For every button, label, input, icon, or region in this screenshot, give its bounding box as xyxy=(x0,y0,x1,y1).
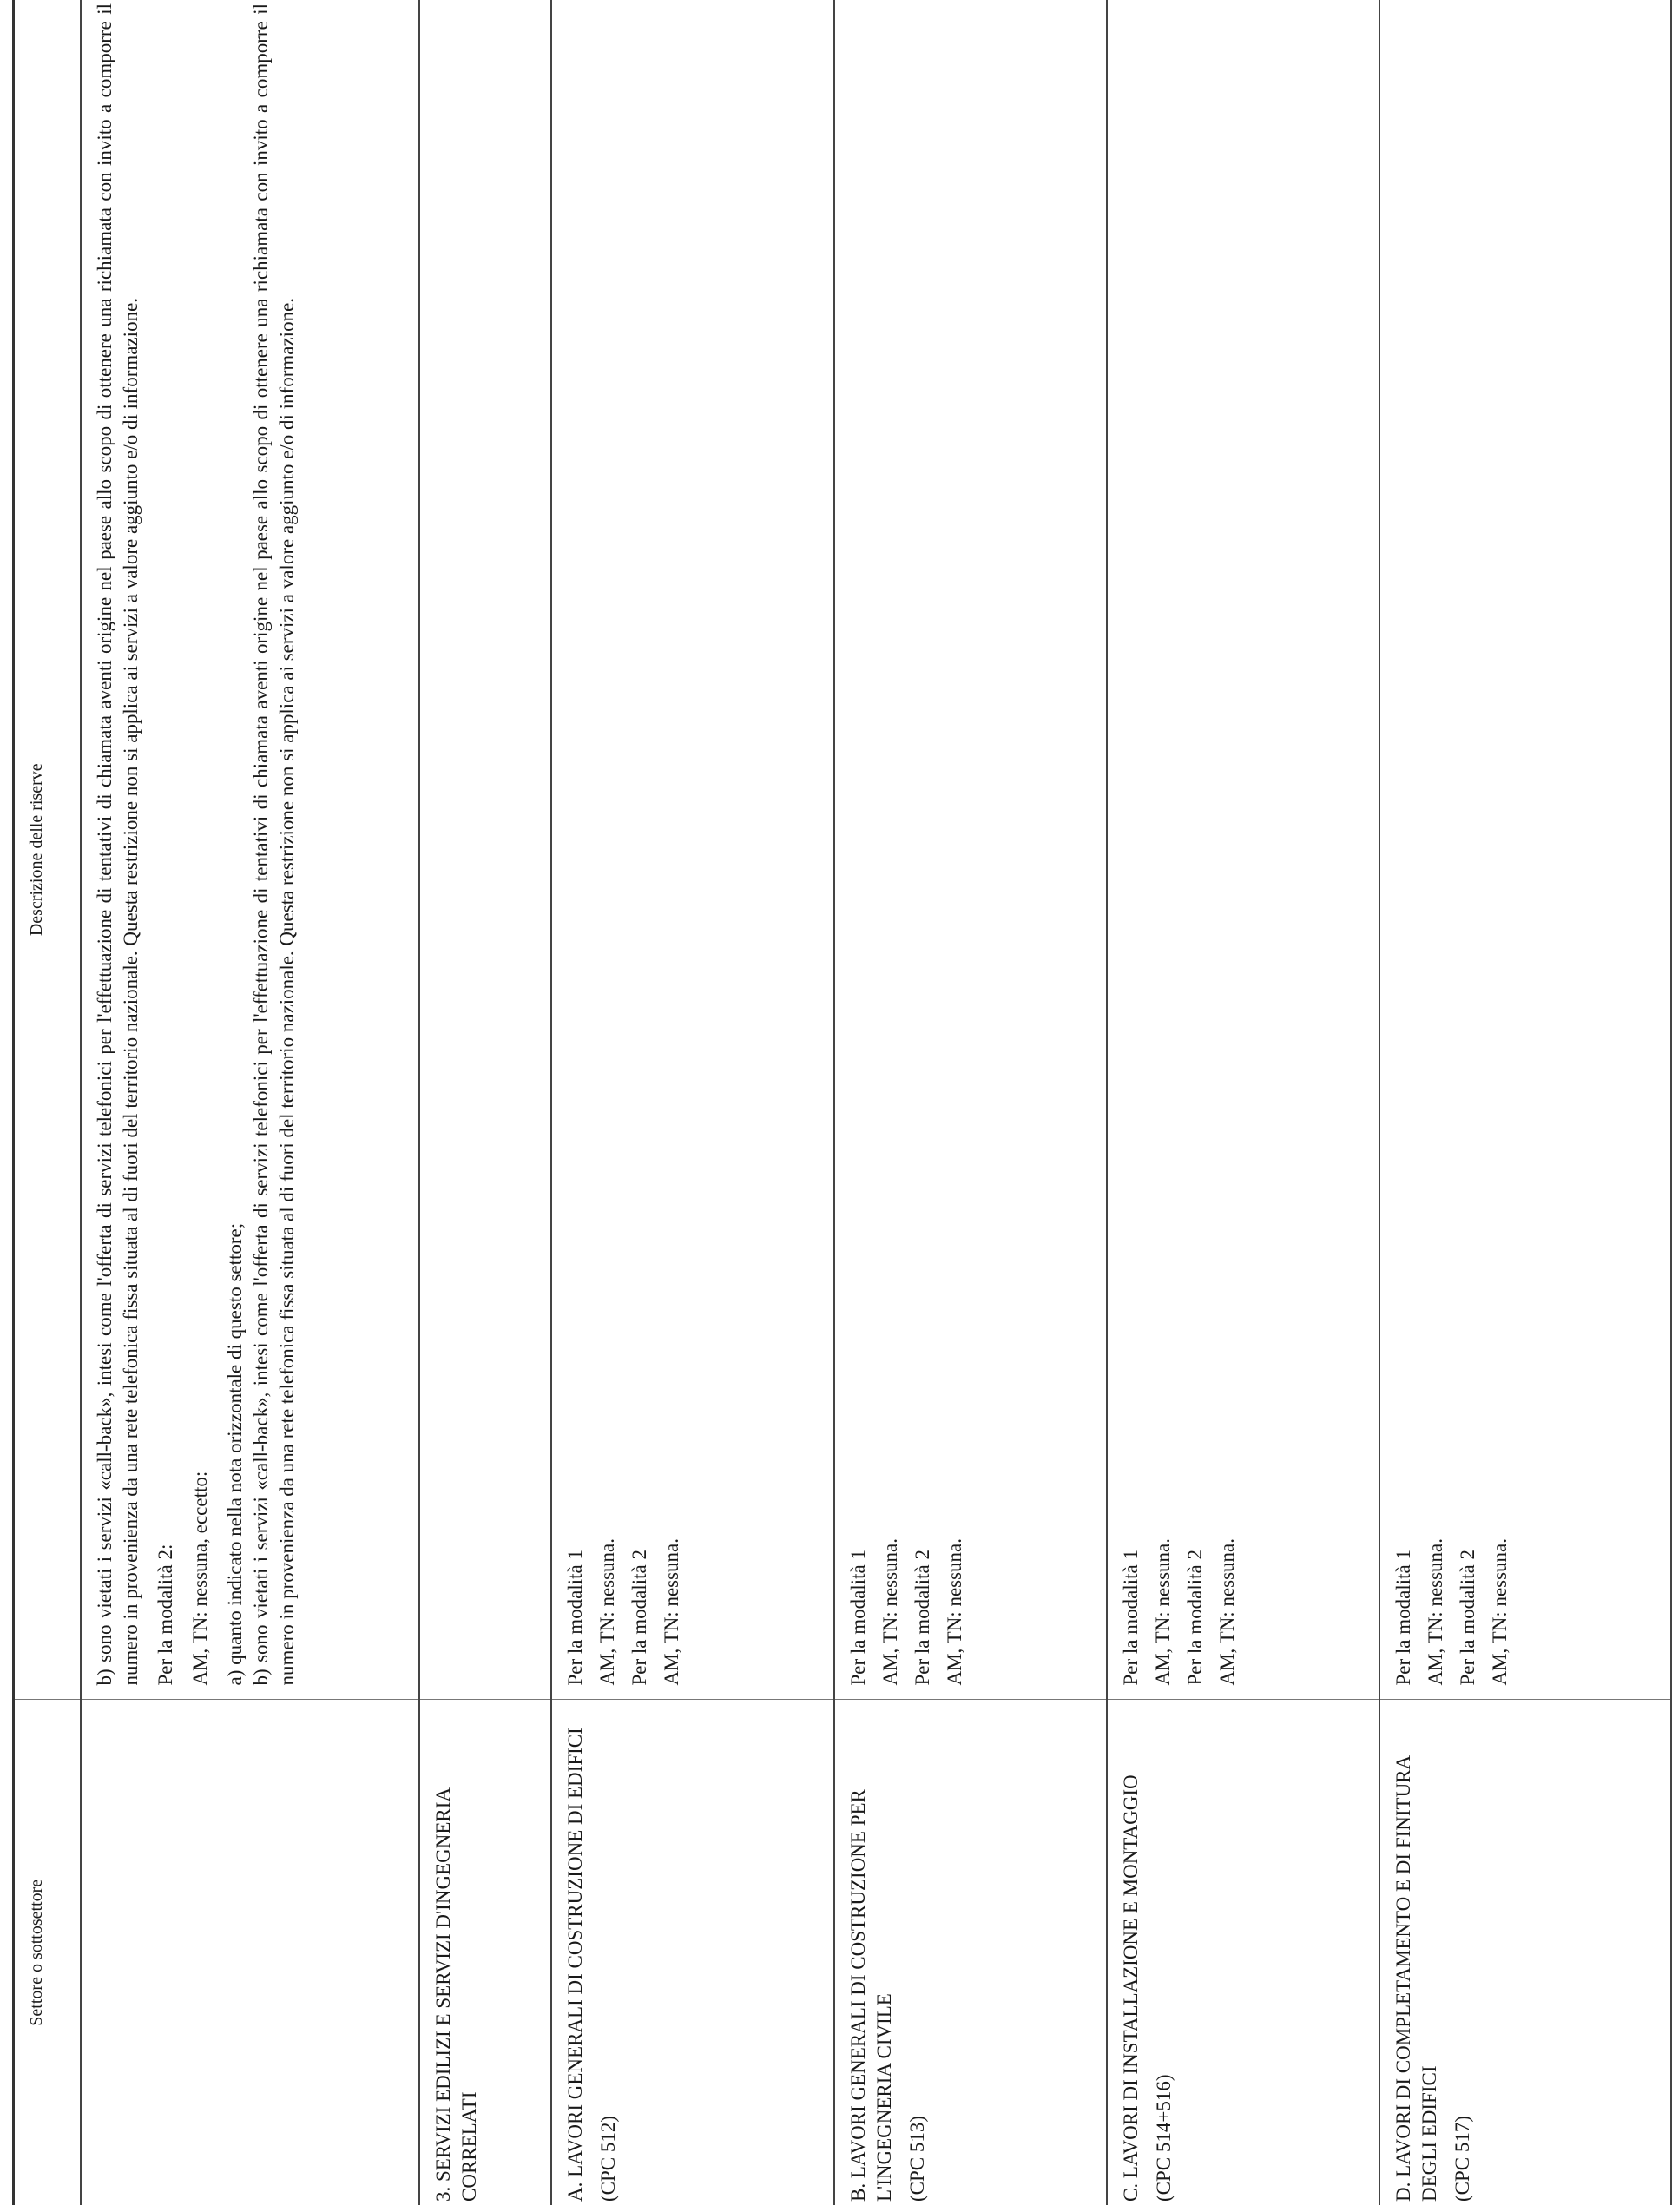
table-row xyxy=(834,0,1107,2205)
subsector-title: C. LAVORI DI INSTALLAZIONE E MONTAGGIO xyxy=(1120,1774,1142,2202)
reserve-line: Per la modalità 1 xyxy=(1392,1550,1414,1686)
sector-cell-empty xyxy=(81,1700,419,2205)
reserve-paragraph: Per la modalità 2: xyxy=(155,1544,176,1686)
cpc-code: (CPC 512) xyxy=(597,2115,619,2202)
reserve-line: Per la modalità 2 xyxy=(629,1550,650,1686)
table-row-section-3 xyxy=(419,0,551,2205)
description-cell xyxy=(834,0,1107,1700)
reserve-line: Per la modalità 1 xyxy=(847,1550,869,1686)
subsector-title: D. LAVORI DI COMPLETAMENTO E DI FINITURA DEGLI EDIFICI xyxy=(1392,1756,1440,2202)
table-row xyxy=(1107,0,1379,2205)
cpc-code: (CPC 514+516) xyxy=(1153,2074,1175,2202)
reserve-line: AM, TN: nessuna. xyxy=(596,1537,618,1686)
reserve-line: AM, TN: nessuna. xyxy=(1489,1537,1511,1686)
reserve-line: AM, TN: nessuna. xyxy=(879,1537,901,1686)
header-row xyxy=(14,0,82,2205)
sector-cell xyxy=(1379,1700,1671,2205)
description-cell xyxy=(1379,0,1671,1700)
reserves-table xyxy=(12,0,1672,2205)
header-sector: Settore o sottosettore xyxy=(14,1700,82,2205)
reserve-line: Per la modalità 2 xyxy=(1184,1550,1206,1686)
reserve-line: Per la modalità 1 xyxy=(1120,1550,1142,1686)
reserve-line: AM, TN: nessuna. xyxy=(661,1537,682,1686)
section-title: 3. SERVIZI EDILIZI E SERVIZI D'INGEGNERIA CORRELATI xyxy=(432,1788,480,2202)
section-title-cell xyxy=(419,1700,551,2205)
table-row xyxy=(1379,0,1671,2205)
sector-cell xyxy=(551,1700,834,2205)
description-cell xyxy=(1107,0,1379,1700)
subsector-title: A. LAVORI GENERALI DI COSTRUZIONE DI EDIFICI xyxy=(564,1728,586,2202)
reserve-line: Per la modalità 2 xyxy=(1457,1550,1478,1686)
reserve-line: Per la modalità 2 xyxy=(912,1550,933,1686)
description-cell xyxy=(81,0,419,1700)
description-cell xyxy=(419,0,551,1700)
header-description: Descrizione delle riserve xyxy=(14,0,82,1700)
reserve-line: AM, TN: nessuna. xyxy=(944,1537,965,1686)
description-cell xyxy=(551,0,834,1700)
table-row-continuation xyxy=(81,0,419,2205)
cpc-code: (CPC 517) xyxy=(1451,2115,1473,2202)
reserve-paragraph: AM, TN: nessuna, eccetto: xyxy=(189,1471,211,1686)
sector-cell xyxy=(834,1700,1107,2205)
reserve-paragraph: b) sono vietati i servizi «call-back», intesi come l'offerta di servizi telefonici per l'effettuazione di tentativi di chiamata aventi origine nel paese allo scopo di ottenere una richiamata con invito a comporre il numero in provenienza da una rete telefonica fissa situata al di fuori del territorio nazionale. Questa restrizione non si applica ai servizi a valore aggiunto e/o di informazione. xyxy=(250,3,298,1686)
sector-cell xyxy=(1107,1700,1379,2205)
reserve-line: AM, TN: nessuna. xyxy=(1152,1537,1174,1686)
reserve-line: AM, TN: nessuna. xyxy=(1216,1537,1238,1686)
reserve-line: AM, TN: nessuna. xyxy=(1425,1537,1446,1686)
subsector-title: B. LAVORI GENERALI DI COSTRUZIONE PER L'INGEGNERIA CIVILE xyxy=(847,1789,895,2202)
cpc-code: (CPC 513) xyxy=(906,2115,928,2202)
reserve-paragraph: a) quanto indicato nella nota orizzontale di questo settore; xyxy=(224,1222,246,1686)
reserve-paragraph: b) sono vietati i servizi «call-back», intesi come l'offerta di servizi telefonici per l'effettuazione di tentativi di chiamata aventi origine nel paese allo scopo di ottenere una richiamata con invito a comporre il numero in provenienza da una rete telefonica fissa situata al di fuori del territorio nazionale. Questa restrizione non si applica ai servizi a valore aggiunto e/o di informazione. xyxy=(94,3,142,1686)
table-row xyxy=(551,0,834,2205)
reserve-line: Per la modalità 1 xyxy=(564,1550,586,1686)
